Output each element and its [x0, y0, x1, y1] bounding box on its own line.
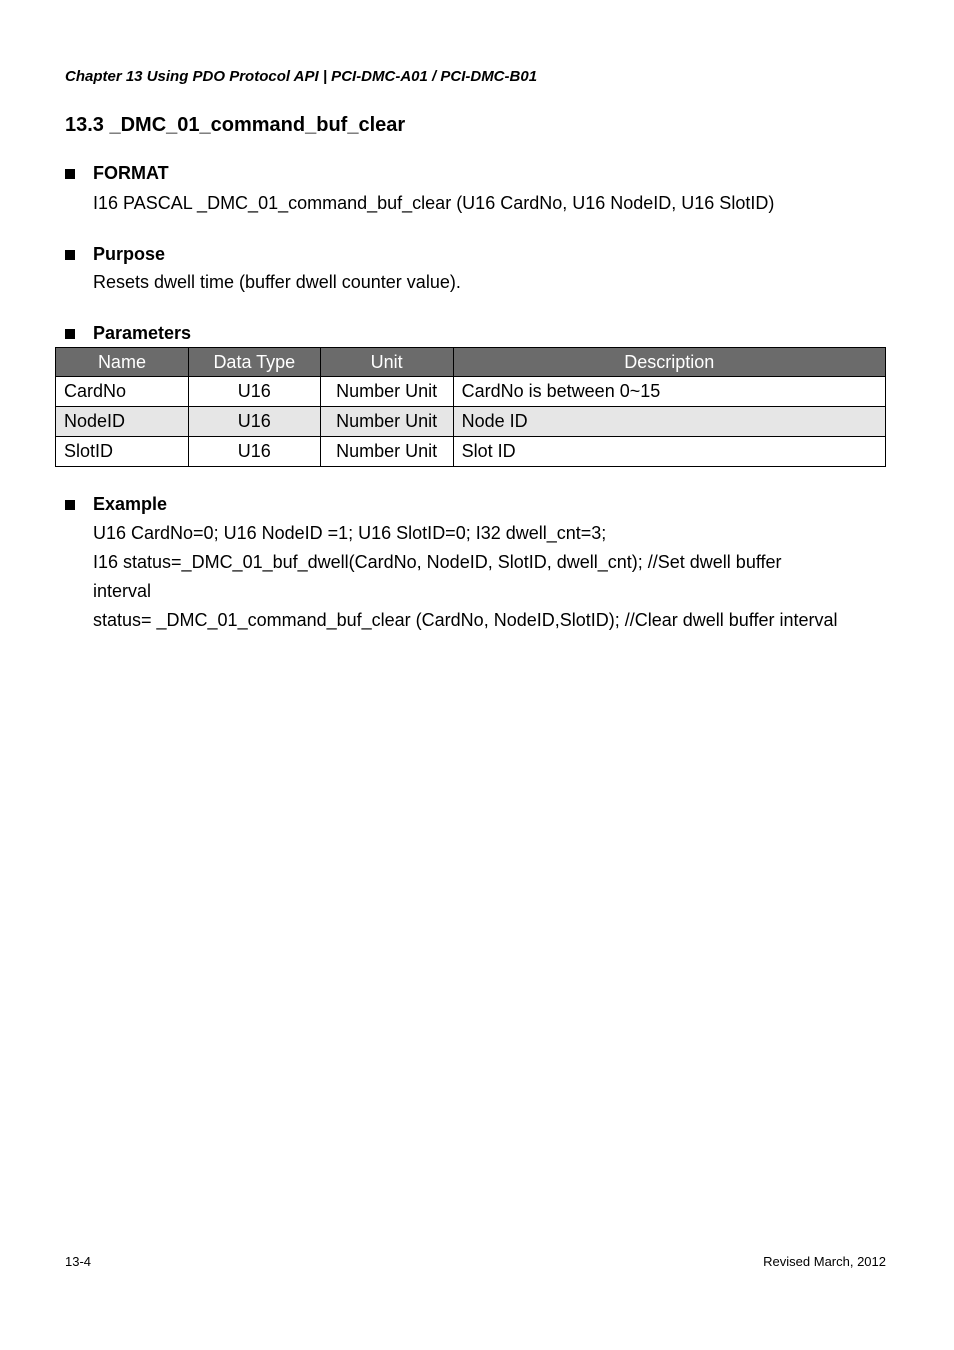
example-line: U16 CardNo=0; U16 NodeID =1; U16 SlotID=0; I32 dwell_cnt=3;: [93, 523, 607, 543]
format-heading-label: FORMAT: [93, 163, 169, 183]
column-header-data-type: Data Type: [188, 348, 320, 377]
section-title: 13.3 _DMC_01_command_buf_clear: [65, 114, 406, 136]
cell-name: CardNo: [56, 377, 189, 407]
cell-description: CardNo is between 0~15: [453, 377, 885, 407]
example-heading-label: Example: [93, 494, 168, 514]
parameters-heading: [65, 323, 191, 344]
parameters-heading-label: Parameters: [93, 323, 192, 343]
revision-date: Revised March, 2012: [763, 1254, 886, 1269]
cell-data-type: U16: [188, 407, 320, 437]
parameters-table: [55, 347, 886, 467]
square-bullet-icon: [65, 250, 75, 260]
column-header-unit: Unit: [320, 348, 453, 377]
cell-description: Slot ID: [453, 437, 885, 467]
purpose-text: Resets dwell time (buffer dwell counter value).: [93, 272, 461, 292]
square-bullet-icon: [65, 329, 75, 339]
purpose-heading-label: Purpose: [93, 244, 166, 264]
purpose-heading: [65, 244, 165, 265]
table-row: [56, 407, 886, 437]
column-header-description: Description: [453, 348, 885, 377]
running-header: Chapter 13 Using PDO Protocol API | PCI-DMC-A01 / PCI-DMC-B01: [65, 68, 538, 85]
cell-unit: Number Unit: [320, 437, 453, 467]
example-line: I16 status=_DMC_01_buf_dwell(CardNo, NodeID, SlotID, dwell_cnt); //Set dwell buffer: [93, 552, 782, 572]
square-bullet-icon: [65, 500, 75, 510]
format-heading: [65, 163, 169, 184]
cell-data-type: U16: [188, 437, 320, 467]
cell-unit: Number Unit: [320, 407, 453, 437]
example-heading: [65, 494, 167, 515]
table-row: [56, 437, 886, 467]
example-line: status= _DMC_01_command_buf_clear (CardNo, NodeID,SlotID); //Clear dwell buffer interval: [93, 610, 838, 630]
cell-description: Node ID: [453, 407, 885, 437]
square-bullet-icon: [65, 169, 75, 179]
cell-name: SlotID: [56, 437, 189, 467]
page-number: 13-4: [65, 1254, 92, 1269]
cell-name: NodeID: [56, 407, 189, 437]
cell-unit: Number Unit: [320, 377, 453, 407]
cell-data-type: U16: [188, 377, 320, 407]
table-header-row: [56, 348, 886, 377]
table-row: [56, 377, 886, 407]
format-text: I16 PASCAL _DMC_01_command_buf_clear (U16 CardNo, U16 NodeID, U16 SlotID): [93, 193, 775, 213]
column-header-name: Name: [56, 348, 189, 377]
example-line: interval: [93, 581, 152, 601]
